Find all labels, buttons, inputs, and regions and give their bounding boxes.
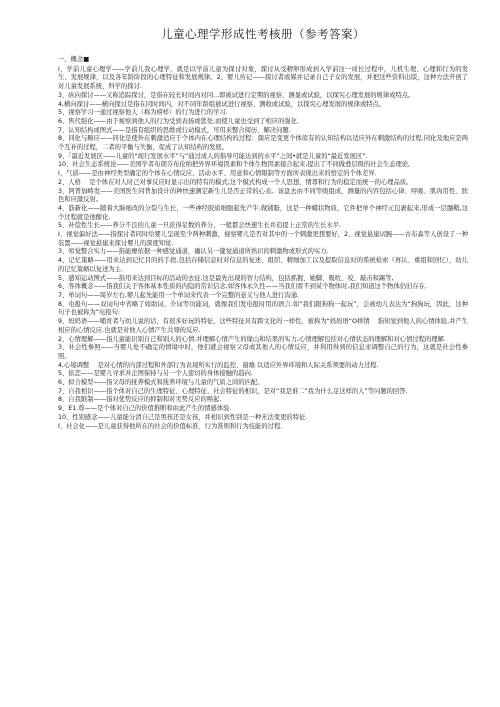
definition-paragraph: 5、视察学习一通过视察他人（称为榜样）的行为进行的学习. (58, 109, 228, 117)
definition-paragraph: 6、售代强化——由于视察到他人的行为受到表扬或惩处,而使儿童也受到了相应的强化. (58, 117, 299, 125)
section-heading: 一、概念■ (58, 56, 90, 63)
definition-paragraph: 7、单词句——周岁左右,婴儿起先能用一个单词来代表一个完整的意义与他人进行沟通. (58, 291, 299, 299)
definition-paragraph: 4、筋新化——随着大脑细改的分裂与生长，一些神经胶质细胞起先产牛.做铺脂，这是一种蜡状物质，它件把单个神经元包裹起来,形成一层髓鞘,这个过程就是他酣化. (58, 204, 468, 221)
definition-paragraph: 3、阿普加畴发——美国医生同普加设计的种快速测定新生儿是否正常的心表。该盘去由不同等级组成，测量的内容包括心律、呼吸、肌肉用性、肤色和应激反射。 (58, 187, 468, 204)
definition-paragraph: 7、认知结构或图式——是指有组织的思维或行动模式，可用来整合阅历、解决问题. (58, 126, 291, 134)
definition-paragraph: I、视觉偏好法——指探讨者同时给婴儿呈现至少两种刺激，视察婴儿是否对其中的一个刺激更想要好，2、视觉悬崖试腕——古布森等人创设了一种装置——视觉悬崖来探讨婴儿的深度知觉. (58, 231, 468, 247)
definition-paragraph: 3、纵向探讨——又称追踪探讨，是指在较长时间内对同...即被试进行定期的视察、测显或试验，以探究心理发展的规律或特点。 (58, 91, 415, 99)
definition-paragraph: I、气质——是由神经类型确定的个体在心情反应、活动水平、用意和心情限制等方面所表现出来的恰定的个体差异. (58, 170, 377, 178)
definition-paragraph: 2、人格 是个体在对人时己对事反应时显示出的特有的模式;这个模式构成一个人思想、情尊和行为的稳定而统一的心理品质。 (58, 178, 413, 186)
document-title: 儿童心理学形成性考核册（参考答案） (161, 27, 365, 41)
definition-paragraph: 6、客体概念——指我们关于客体基本性质的内隐的常识信念,如客体永久性——当我们看不到某个物体时,我们知道这个物体仍旧存在. (58, 283, 427, 291)
definition-paragraph: 8、同化与顺应——同化是使外在刺激适应于个体内在心理结构的过程：颜应是变更个体原有的认知结构以适应外在刺激结构的过程.同化及地应是两个互补的过程，二者的平衡与失衡，促成了认知结构的发展。 (58, 135, 468, 152)
definition-paragraph: 5、感知运动图式——指用来达到目标的活动的去征.这是最先出现的智力结构，包括抓握、她脚、吸吮、咬、敲击和踢等, (58, 274, 394, 282)
definition-paragraph: 9、「最近发展区——儿童的“现行发展水平”与“通过成人的指导可能达到的水平”之间•就是儿童的“最近发展区”. (58, 152, 368, 160)
definition-paragraph: 3、知觉整合实力——指能瘳依据一种感觉通道，确认另一键觉通道所熟识的刺激物或形式的实力. (58, 248, 329, 256)
definition-paragraph: I、社会化——是儿童获得他所在的社会的价值标准、行为准则和行为技能的过程. (58, 422, 283, 430)
definition-paragraph: 4、记忆策略——用来达到记忆目的的手段,包括存储信息时对信息的复述、组织、精细加工以及提取信息时的系统检索（再认、重组和回忆），幼儿的记忆策略以复述为主. (58, 257, 468, 273)
definition-paragraph: 6、拟合模型——指父母的抚养模式和抚养环境与儿童的气质之间的匹配。 (58, 379, 264, 387)
definition-paragraph: I、学前儿童心理学——学前儿我心理学，就是以学前儿童为探讨对象，探讨从受精卵形成到入学前这一成长过程中，儿机生理、心理和行为的发生、发展规律，以及各年龄阶段的心理特征和发展规律。2、婴儿传记——探讨者或媒并记录自己子女的发展，并把这些资料出版，这种方法开创了对儿童发展系统、科学的探讨. (58, 65, 468, 91)
definition-paragraph: 9、妈妈语——哺育者与幼儿说的话，有很多好玩的特征，这些特征具有跨文化的一样性，被称为“妈妈语“O移情 指知觉到他人的心情体验,并产生相应的心情反应.也就是对他人心情产生共辱的反应. (58, 318, 468, 334)
definitions-list (58, 66, 468, 432)
definition-paragraph: 4,心境调整 是对心情的内部过程和外部行为表现所实行的监控、谢雄.以适应外界环境和人际关系须要的动力过程. (58, 361, 379, 369)
definition-paragraph: 2、心情理解——指儿童能识别自己和别人的心情.并理解心情产生的缘山和结果的实力,心情理解包括对心情状态的理解和对心情过程的理解. (58, 335, 446, 343)
definition-paragraph: 8、电报句——双词句中省略了如助词、介词等功能词，就像我们发电报时用的语言.如“我们跟狗狗一起玩”，会被幼儿表达为“狗狗玩，因此，这种句子也被称为“电报句: (58, 300, 468, 317)
definition-paragraph: 5、依恋——是婴儿寻求并企图保持与另一个人密切的身体接触的趋向. (58, 370, 253, 378)
definition-paragraph: 3、社会性参照——当婴儿处不确定的情境中时，他们就会视察父母或其他人的心情反应，并利用得到的信息来调整自己的行为，这就是社会性参照。 (58, 344, 468, 360)
definition-paragraph: 9、E1.尊——是个体对自己的价值推断和由此产生的情感体验. (58, 405, 232, 413)
definition-paragraph: 8、自我限制——指对优势反应的抑制和对劣势反应的唤起. (58, 396, 222, 404)
definition-paragraph: 10、社会生态系统论——美国学者布朗芬布伦纳把外界环境因素和个体生物因素接合起来,提出了不同做叠层级的社会生态理论。 (58, 161, 415, 169)
definition-paragraph: 4,横向探讨——横向探讨是指在同时间内，对不同年龄组被试进行视察、测收或试验，以探究心理发展的规律或特点。 (58, 100, 386, 108)
definition-paragraph: 7、自我相识——指个体对自己的生理特征、心理特征、社会特征的相识，是对“我是谁二”我为什么足这样的人”等问题的回答. (58, 387, 408, 395)
definition-paragraph: 5、补偿性生长——养分不良的儿童一旦获得足数的养分，一般都会快速生长并追提上正常的生长水平. (58, 222, 342, 230)
definition-paragraph: 10、性别感念——儿童能分清自己是男孩还是女孩，并相识到性别是一种无法变更的特征. (58, 413, 308, 421)
